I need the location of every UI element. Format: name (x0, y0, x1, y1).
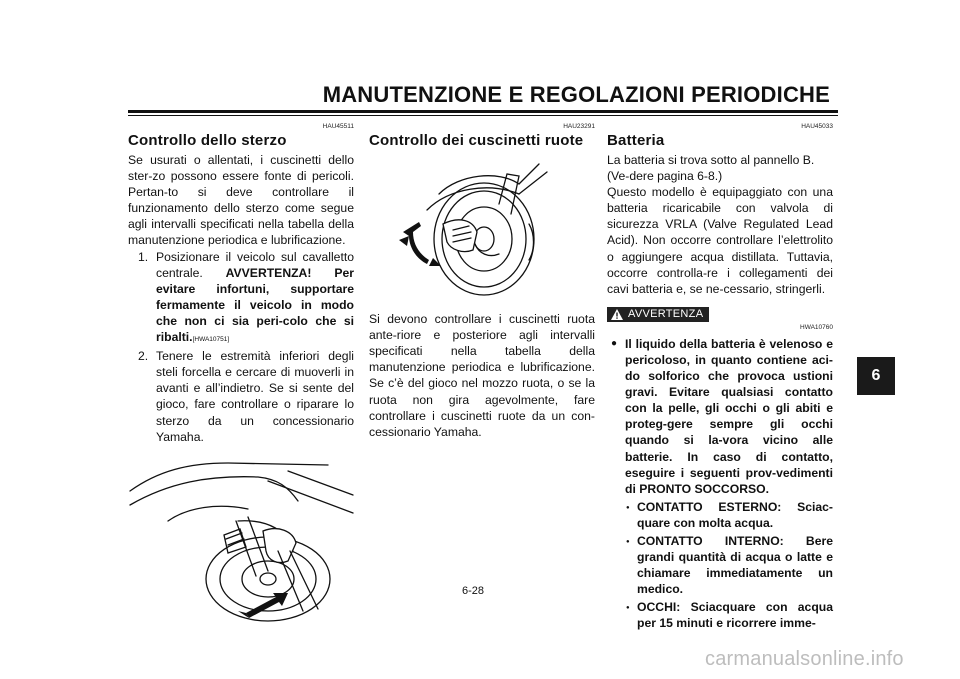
section-code: HAU45033 (801, 123, 833, 130)
warning-badge (607, 307, 709, 322)
first-aid-list (625, 499, 833, 632)
warning-item (607, 336, 833, 632)
fork-drawing (128, 451, 354, 626)
first-aid-item: ● CONTATTO INTERNO: Bere grandi quantità di acqua o latte e chiamare immediatamente un medico. (625, 533, 833, 597)
header-rule (128, 110, 838, 113)
column-wheel-bearings (369, 122, 595, 440)
wheel-drawing (369, 154, 595, 299)
step-number: 1. (138, 249, 149, 264)
fork-illustration (128, 451, 354, 630)
steering-steps (128, 249, 354, 445)
warning-header (607, 307, 833, 322)
section-heading-battery: Batteria (607, 132, 665, 149)
step-text: Tenere le estremità inferiori degli steli forcella e cercare di muoverli in avanti e all’indietro. Se si sente del gioco, fare controllare o riparare lo sterzo da un concessionario Yamaha. (156, 349, 354, 444)
step-warning-text: AVVERTENZA! Per evitare infortuni, supportare fermamente il veicolo in modo che non ci sia peri-colo che si ribalti. (156, 265, 354, 345)
watermark: carmanualsonline.info (705, 648, 904, 670)
first-aid-item: ● OCCHI: Sciacquare con acqua per 15 minuti e ricorrere imme- (625, 599, 833, 631)
warning-item-text: Il liquido della batteria è velenoso e pericoloso, in quanto contiene aci-do solforico che provoca ustioni gravi. Evitare qualsiasi contatto con la pelle, gli occhi o gli abiti e proteg-gere sempre gli occhi quando si la-vora vicino alle batterie. In caso di contatto, eseguire i seguenti prov-vedimenti di PRONTO SOCCORSO. (625, 336, 833, 496)
chapter-tab: 6 (857, 357, 895, 395)
section-code: HAU45511 (322, 123, 354, 130)
page-title: MANUTENZIONE E REGOLAZIONI PERIODICHE (322, 82, 830, 107)
column-battery (607, 122, 833, 634)
step-number: 2. (138, 349, 149, 364)
wheel-bearings-body: Si devono controllare i cuscinetti ruota ante-riore e posteriore agli intervalli specificati nella tabella della manutenzione periodica e lubrificazione. Se c’è del gioco nel mozzo ruota, o se la ruota non gira agevolmente, fare controllare i cuscinetti ruote da un con-cessionario Yamaha. (369, 312, 595, 439)
warning-list (607, 336, 833, 632)
page-number: 6-28 (462, 585, 485, 597)
warning-code: HWA10760 (800, 323, 833, 331)
column-steering (128, 122, 354, 636)
step-text: Posizionare il veicolo sul cavalletto centrale. (156, 249, 354, 280)
section-heading-steering: Controllo dello sterzo (128, 132, 287, 149)
battery-location: La batteria si trova sotto al pannello B. (Ve-dere pagina 6-8.) (607, 153, 815, 184)
step-item (128, 249, 354, 349)
warning-triangle-icon (611, 309, 623, 320)
step-item (128, 348, 354, 445)
steering-intro: Se usurati o allentati, i cuscinetti dello ster-zo possono essere fonte di pericoli. Pertan-to si deve controllare il funzionamento dello sterzo come segue agli intervalli specificati nella tabella della manutenzione periodica e lubrificazione. (128, 153, 354, 248)
warning-label: AVVERTENZA (628, 307, 704, 320)
first-aid-item: ● CONTATTO ESTERNO: Sciac-quare con molta acqua. (625, 499, 833, 531)
section-heading-wheel-bearings: Controllo dei cuscinetti ruote (369, 132, 584, 149)
battery-description: Questo modello è equipaggiato con una batteria ricaricabile con valvola di sicurezza VRLA (Valve Regulated Lead Acid). Non occorre controllare l’elettrolito o aggiungere acqua distillata. Tuttavia, occorre controlla-re i collegamenti dei cavi batteria e, se ne-cessario, stringerli. (607, 185, 833, 296)
section-code: HAU23291 (563, 123, 595, 130)
header-rule-thin (128, 115, 838, 116)
warning-code: [HWA10751] (192, 336, 230, 344)
wheel-illustration (369, 154, 595, 303)
